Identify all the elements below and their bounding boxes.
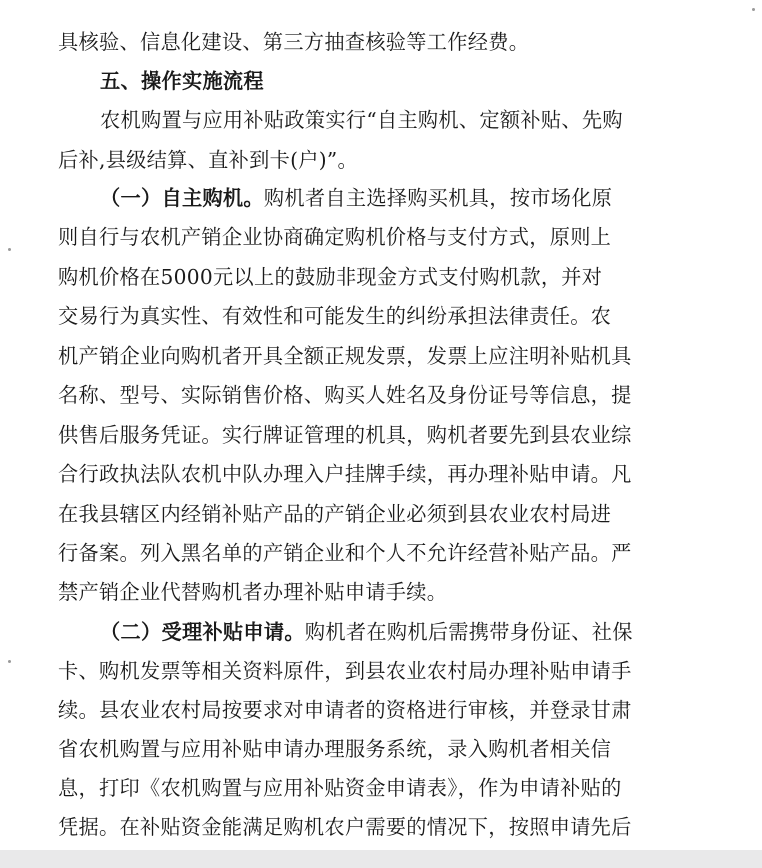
subsection-heading: （一）自主购机。: [100, 186, 264, 210]
section-heading: 五、操作实施流程: [100, 69, 264, 93]
text-line: 息，打印《农机购置与应用补贴资金申请表》，作为申请补贴的: [58, 776, 622, 800]
text-line: 购机者在购机后需携带身份证、社保: [304, 620, 633, 644]
text-line: 合行政执法队农机中队办理入户挂牌手续，再办理补贴申请。凡: [58, 462, 632, 486]
bottom-strip: [0, 850, 762, 868]
text-line: 卡、购机发票等相关资料原件，到县农业农村局办理补贴申请手: [58, 659, 632, 683]
text-line: 供售后服务凭证。实行牌证管理的机具，购机者要先到县农业综: [58, 423, 632, 447]
text-line: 在我县辖区内经销补贴产品的产销企业必须到县农业农村局进: [58, 502, 612, 526]
text-line: 省农机购置与应用补贴申请办理服务系统，录入购机者相关信: [58, 737, 612, 761]
text-line: 购机价格在5000元以上的鼓励非现金方式支付购机款，并对: [58, 265, 603, 289]
text-line: 农机购置与应用补贴政策实行“自主购机、定额补贴、先购: [100, 108, 623, 132]
text-line: 交易行为真实性、有效性和可能发生的纠纷承担法律责任。农: [58, 304, 612, 328]
text-line: 禁产销企业代替购机者办理补贴申请手续。: [58, 580, 448, 604]
text-line: 机产销企业向购机者开具全额正规发票，发票上应注明补贴机具: [58, 344, 632, 368]
text-line: 后补,县级结算、直补到卡(户)”。: [58, 148, 359, 172]
scan-mark: [752, 8, 755, 11]
text-line: 凭据。在补贴资金能满足购机农户需要的情况下，按照申请先后: [58, 815, 632, 839]
text-line: 购机者自主选择购买机具，按市场化原: [263, 186, 613, 210]
text-line: 名称、型号、实际销售价格、购买人姓名及身份证号等信息，提: [58, 383, 632, 407]
subsection-heading: （二）受理补贴申请。: [100, 620, 305, 644]
paragraph-line: [100, 612, 700, 652]
paragraph-line: [100, 178, 700, 218]
text-line: 具核验、信息化建设、第三方抽查核验等工作经费。: [58, 30, 530, 54]
text-line: 行备案。列入黑名单的产销企业和个人不允许经营补贴产品。严: [58, 541, 632, 565]
text-line: 则自行与农机产销企业协商确定购机价格与支付方式，原则上: [58, 225, 612, 249]
text-line: 续。县农业农村局按要求对申请者的资格进行审核，并登录甘肃: [58, 698, 632, 722]
scan-mark: [8, 248, 11, 251]
scan-mark: [8, 660, 11, 663]
